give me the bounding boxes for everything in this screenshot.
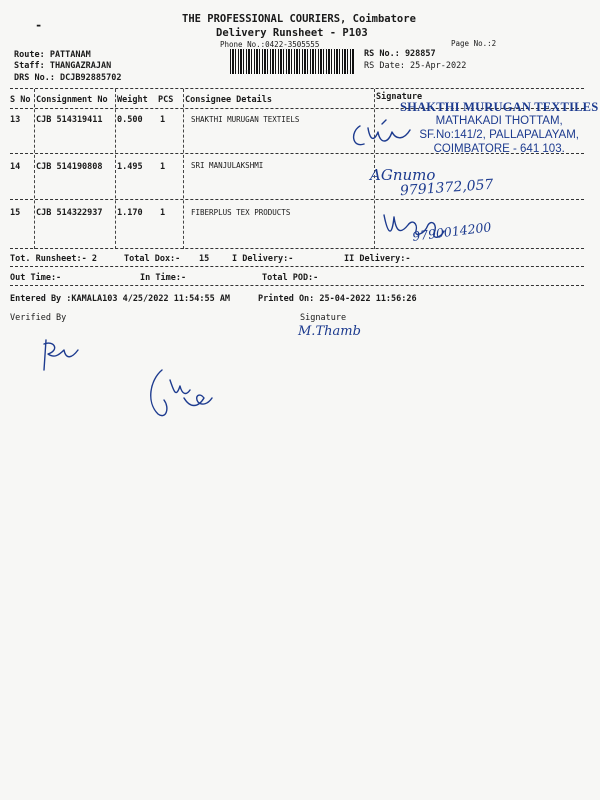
rs-date: RS Date: 25-Apr-2022: [364, 61, 467, 71]
drs-number: DRS No.: DCJB92885702: [14, 73, 122, 83]
page-number: Page No.:2: [451, 39, 497, 48]
col-header-consignee: Consignee Details: [185, 95, 272, 105]
entered-by: Entered By :KAMALA103 4/25/2022 11:54:55 AM: [10, 294, 231, 304]
total-dox-label: Total Dox:-: [124, 254, 181, 264]
handwritten-name: AGnumo: [370, 166, 436, 184]
in-time: In Time:-: [140, 273, 187, 283]
row-consignment: CJB 514319411: [36, 115, 103, 125]
phone-number: Phone No.:0422-3505555: [220, 40, 320, 49]
row-pcs: 1: [160, 162, 166, 172]
handwritten-phone: 9791372,057: [399, 176, 494, 200]
divider: [10, 248, 584, 249]
row-consignment: CJB 514190808: [36, 162, 103, 172]
signature-row13-icon: [348, 118, 428, 158]
total-runsheet: Tot. Runsheet:- 2: [10, 254, 97, 264]
row-weight: 1.495: [117, 162, 143, 172]
verified-by: Verified By: [10, 313, 67, 323]
total-dox-value: 15: [199, 254, 210, 264]
column-separator: [115, 89, 116, 249]
handwritten-signature: M.Thamb: [298, 324, 361, 339]
i-delivery: I Delivery:-: [232, 254, 294, 264]
signature-scribble-icon: [140, 362, 220, 422]
out-time: Out Time:-: [10, 273, 62, 283]
row-consignee: SHAKTHI MURUGAN TEXTIELS: [191, 115, 300, 124]
col-header-sno: S No: [10, 95, 31, 105]
total-pod: Total POD:-: [262, 273, 319, 283]
row-pcs: 1: [160, 208, 166, 218]
divider: [10, 285, 584, 286]
col-header-weight: Weight: [117, 95, 148, 105]
signature-label: Signature: [300, 313, 347, 323]
row-weight: 0.500: [117, 115, 143, 125]
company-stamp: SHAKTHI MURUGAN TEXTILES MATHAKADI THOTTAM, SF.No:141/2, PALLAPALAYAM, COIMBATORE - 641 103.: [400, 100, 599, 155]
route-label: Route: PATTANAM: [14, 50, 91, 60]
row-consignee: SRI MANJULAKSHMI: [191, 161, 264, 170]
divider: [10, 199, 584, 200]
staff-label: Staff: THANGAZRAJAN: [14, 61, 112, 71]
barcode: [230, 49, 355, 74]
row-pcs: 1: [160, 115, 166, 125]
col-header-signature: Signature: [376, 92, 423, 102]
row-consignee: FIBERPLUS TEX PRODUCTS: [191, 208, 291, 217]
col-header-consignment: Consignment No: [36, 95, 108, 105]
row-weight: 1.170: [117, 208, 143, 218]
signature-scribble-icon: [36, 336, 86, 376]
row-consignment: CJB 514322937: [36, 208, 103, 218]
rs-number: RS No.: 928857: [364, 49, 436, 59]
ii-delivery: II Delivery:-: [344, 254, 411, 264]
col-header-pcs: PCS: [158, 95, 174, 105]
divider: [10, 266, 584, 267]
column-separator: [183, 89, 184, 249]
company-name: THE PROFESSIONAL COURIERS, Coimbatore: [182, 13, 416, 25]
page-title: Delivery Runsheet - P103: [216, 27, 368, 39]
printed-on: Printed On: 25-04-2022 11:56:26: [258, 294, 417, 304]
row-sno: 13: [10, 115, 21, 125]
row-sno: 14: [10, 162, 21, 172]
row-sno: 15: [10, 208, 21, 218]
column-separator: [34, 89, 35, 249]
divider: [10, 88, 584, 89]
handwritten-phone: 9790014200: [411, 219, 493, 244]
corner-mark: -: [35, 18, 43, 32]
